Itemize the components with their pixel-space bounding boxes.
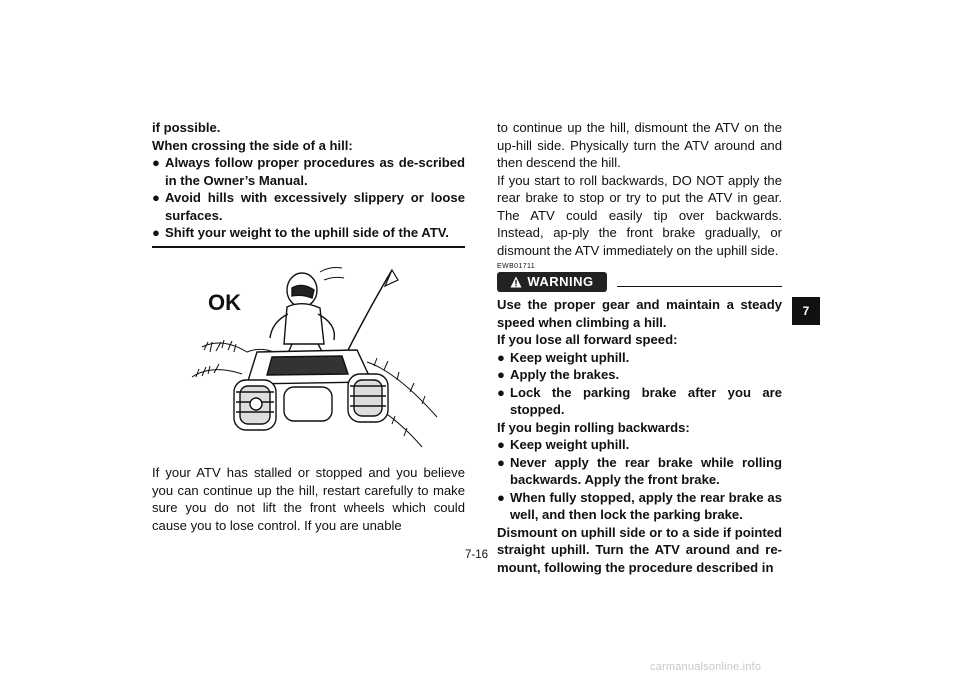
list-item: ● Shift your weight to the uphill side of the ATV. — [152, 225, 449, 240]
flag-icon — [342, 270, 398, 362]
roll-back-paragraph: If you start to roll backwards, DO NOT apply the rear brake to stop or try to put the ATV in gear. The ATV could easily tip over backwards. Instead, ap-ply the front brake gradually, or dismount the ATV immediately on the uphill side. — [497, 172, 782, 258]
bullet-icon: ● — [497, 367, 505, 382]
ok-label: OK — [208, 289, 241, 315]
page-number: 7-16 — [465, 549, 489, 561]
bullet-icon: ● — [497, 454, 505, 470]
atv-sidehill-illustration — [152, 252, 465, 452]
warning-label: WARNING — [527, 274, 594, 290]
bullet-icon: ● — [497, 349, 505, 365]
atv — [234, 350, 388, 430]
right-column — [497, 119, 782, 576]
warning-code: EWB01711 — [497, 263, 536, 270]
list-item: ● Apply the brakes. — [497, 367, 620, 382]
dismount-paragraph: to continue up the hill, dismount the ATV on the up-hill side. Physically turn the ATV around and then descend the hill. — [497, 120, 782, 170]
warning-intro: Use the proper gear and maintain a steady speed when climbing a hill. — [497, 297, 782, 330]
rolling-backwards-heading: If you begin rolling backwards: — [497, 419, 690, 435]
warning-badge — [497, 272, 607, 292]
side-hill-heading: When crossing the side of a hill: — [152, 137, 353, 153]
watermark-text: carmanualsonline.info — [650, 661, 762, 673]
stalled-paragraph: If your ATV has stalled or stopped and you believe you can continue up the hill, restart carefully to make sure you do not lift the front wheels which could cause you to lose control. If you are unable — [152, 465, 465, 533]
list-item: ● Never apply the rear brake while rolling backwards. Apply the front brake. — [497, 454, 782, 487]
list-item: ● Keep weight uphill. — [497, 437, 630, 452]
section-divider — [152, 246, 465, 248]
list-item: ● Lock the parking brake after you are stopped. — [497, 384, 782, 417]
bullet-icon: ● — [152, 225, 160, 240]
left-column — [152, 119, 465, 534]
warning-rule — [617, 286, 782, 287]
bullet-icon: ● — [497, 384, 505, 400]
motion-lines — [320, 267, 344, 280]
list-item: ● Keep weight uphill. — [497, 349, 630, 365]
bullet-icon: ● — [152, 190, 160, 205]
warning-header — [497, 271, 782, 293]
list-item: ● Always follow proper procedures as de-scribed in the Owner’s Manual. — [152, 155, 465, 188]
bullet-icon: ● — [152, 155, 160, 170]
bullet-icon: ● — [497, 437, 505, 452]
list-item: ● Avoid hills with excessively slippery or loose surfaces. — [152, 190, 465, 223]
bullet-icon: ● — [497, 489, 505, 505]
chapter-tab: 7 — [792, 297, 820, 325]
list-item: ● When fully stopped, apply the rear brake as well, and then lock the parking brake. — [497, 489, 782, 522]
warning-triangle-icon — [510, 276, 522, 288]
forward-speed-heading: If you lose all forward speed: — [497, 332, 678, 347]
continued-text: if possible. — [152, 120, 221, 135]
closing-text: Dismount on uphill side or to a side if pointed straight uphill. Turn the ATV around and re-mount, following the procedure described in — [497, 524, 782, 575]
